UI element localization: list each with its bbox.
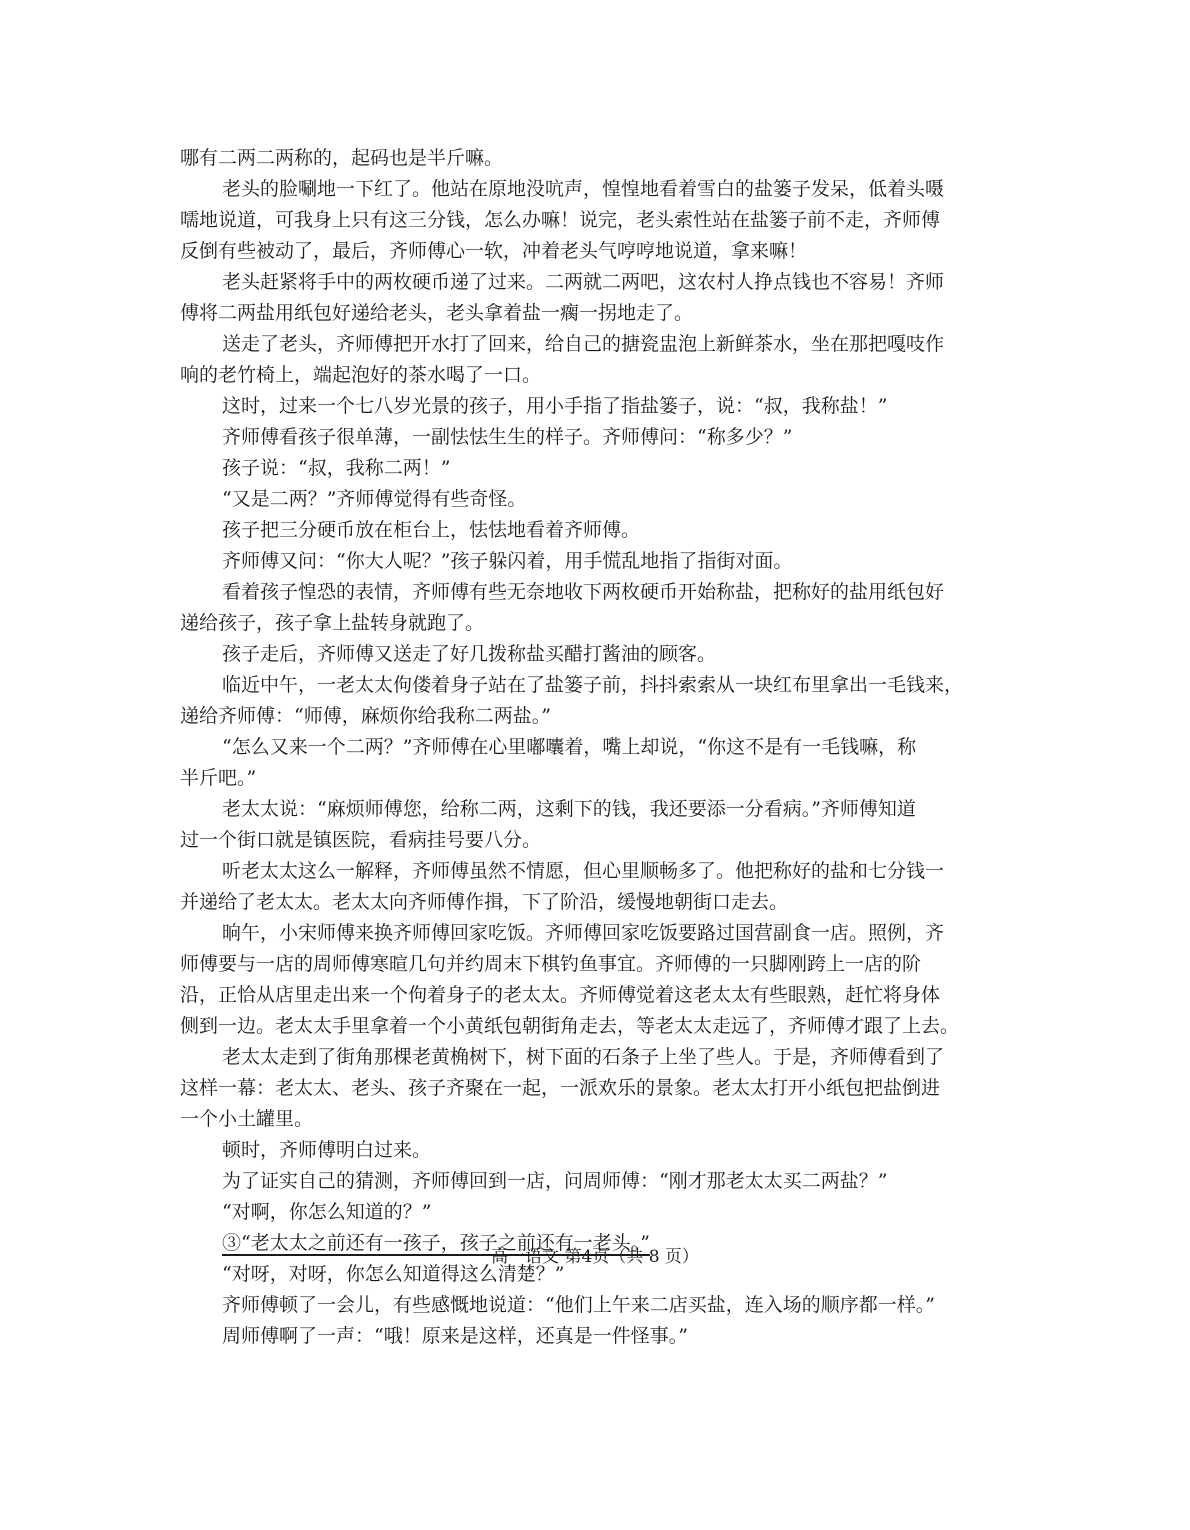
text-line: 并递给了老太太。老太太向齐师傅作揖，下了阶沿，缓慢地朝街口走去。 — [180, 891, 789, 913]
text-line: 嚅地说道，可我身上只有这三分钱，怎么办嘛！说完，老头索性站在盐篓子前不走，齐师傅 — [180, 209, 941, 231]
text-line: 侧到一边。老太太手里拿着一个小黄纸包朝街角走去，等老太太走远了，齐师傅才跟了上去。 — [180, 1015, 960, 1037]
text-line: 孩子走后，齐师傅又送走了好几拨称盐买醋打酱油的顾客。 — [222, 643, 717, 665]
text-line: 哪有二两二两称的，起码也是半斤嘛。 — [180, 147, 504, 169]
text-line: 齐师傅顿了一会儿，有些感慨地说道：“他们上午来二店买盐，连入场的顺序都一样。” — [222, 1294, 935, 1316]
text-line: 傅将二两盐用纸包好递给老头，老头拿着盐一瘸一拐地走了。 — [180, 302, 694, 324]
text-line: “怎么又来一个二两？”齐师傅在心里嘟囔着，嘴上却说，“你这不是有一毛钱嘛，称 — [222, 736, 917, 758]
text-line: 师傅要与一店的周师傅寒暄几句并约周末下棋钓鱼事宜。齐师傅的一只脚刚跨上一店的阶 — [180, 953, 922, 975]
text-line: 齐师傅看孩子很单薄，一副怯怯生生的样子。齐师傅问：“称多少？” — [222, 426, 793, 448]
text-line: 反倒有些被动了，最后，齐师傅心一软，冲着老头气哼哼地说道，拿来嘛！ — [180, 240, 808, 262]
text-line: 老头的脸唰地一下红了。他站在原地没吭声，惶惶地看着雪白的盐篓子发呆，低着头嗫 — [222, 178, 945, 200]
text-line: 递给孩子，孩子拿上盐转身就跑了。 — [180, 612, 485, 634]
text-line: 顿时，齐师傅明白过来。 — [222, 1139, 432, 1161]
text-line: 老头赶紧将手中的两枚硬币递了过来。二两就二两吧，这农村人挣点钱也不容易！齐师 — [222, 271, 945, 293]
page-footer: 高一语文 第4页（共 8 页） — [491, 1247, 699, 1267]
text-line: 听老太太这么一解释，齐师傅虽然不情愿，但心里顺畅多了。他把称好的盐和七分钱一 — [222, 860, 945, 882]
text-line: 孩子说：“叔，我称二两！” — [222, 457, 451, 479]
text-line: 晌午，小宋师傅来换齐师傅回家吃饭。齐师傅回家吃饭要路过国营副食一店。照例，齐 — [222, 922, 945, 944]
text-line: 响的老竹椅上，端起泡好的茶水喝了一口。 — [180, 364, 542, 386]
text-line: 沿，正恰从店里走出来一个佝着身子的老太太。齐师傅觉着这老太太有些眼熟，赶忙将身体 — [180, 984, 941, 1006]
text-line: 临近中午，一老太太佝偻着身子站在了盐篓子前，抖抖索索从一块红布里拿出一毛钱来， — [222, 674, 964, 696]
text-line: 半斤吧。” — [180, 767, 257, 789]
text-line: 递给齐师傅：“师傅，麻烦你给我称二两盐。” — [180, 705, 551, 727]
text-line: 看着孩子惶恐的表情，齐师傅有些无奈地收下两枚硬币开始称盐，把称好的盐用纸包好 — [222, 581, 945, 603]
text-line: 送走了老头，齐师傅把开水打了回来，给自己的搪瓷盅泡上新鲜茶水，坐在那把嘎吱作 — [222, 333, 945, 355]
text-line: “又是二两？”齐师傅觉得有些奇怪。 — [222, 488, 527, 510]
text-line: “对啊，你怎么知道的？” — [222, 1201, 432, 1223]
text-line: 一个小土罐里。 — [180, 1108, 314, 1130]
text-line: 为了证实自己的猜测，齐师傅回到一店，问周师傅：“刚才那老太太买二两盐？” — [222, 1170, 888, 1192]
text-line: 齐师傅又问：“你大人呢？”孩子躲闪着，用手慌乱地指了指街对面。 — [222, 550, 793, 572]
text-line: 过一个街口就是镇医院，看病挂号要八分。 — [180, 829, 542, 851]
text-line: 这样一幕：老太太、老头、孩子齐聚在一起，一派欢乐的景象。老太太打开小纸包把盐倒进 — [180, 1077, 941, 1099]
text-line: 老太太说：“麻烦师傅您，给称二两，这剩下的钱，我还要添一分看病。”齐师傅知道 — [222, 798, 916, 820]
text-line: 孩子把三分硬币放在柜台上，怯怯地看着齐师傅。 — [222, 519, 641, 541]
text-line: 这时，过来一个七八岁光景的孩子，用小手指了指盐篓子，说：“叔，我称盐！” — [222, 395, 888, 417]
text-line: ③“老太太之前还有一孩子，孩子之前还有一老头。” — [222, 1232, 650, 1254]
text-line: 老太太走到了街角那棵老黄桷树下，树下面的石条子上坐了些人。于是，齐师傅看到了 — [222, 1046, 945, 1068]
text-line: “对呀，对呀，你怎么知道得这么清楚？” — [222, 1263, 565, 1285]
text-line: 周师傅啊了一声：“哦！原来是这样，还真是一件怪事。” — [222, 1325, 688, 1347]
